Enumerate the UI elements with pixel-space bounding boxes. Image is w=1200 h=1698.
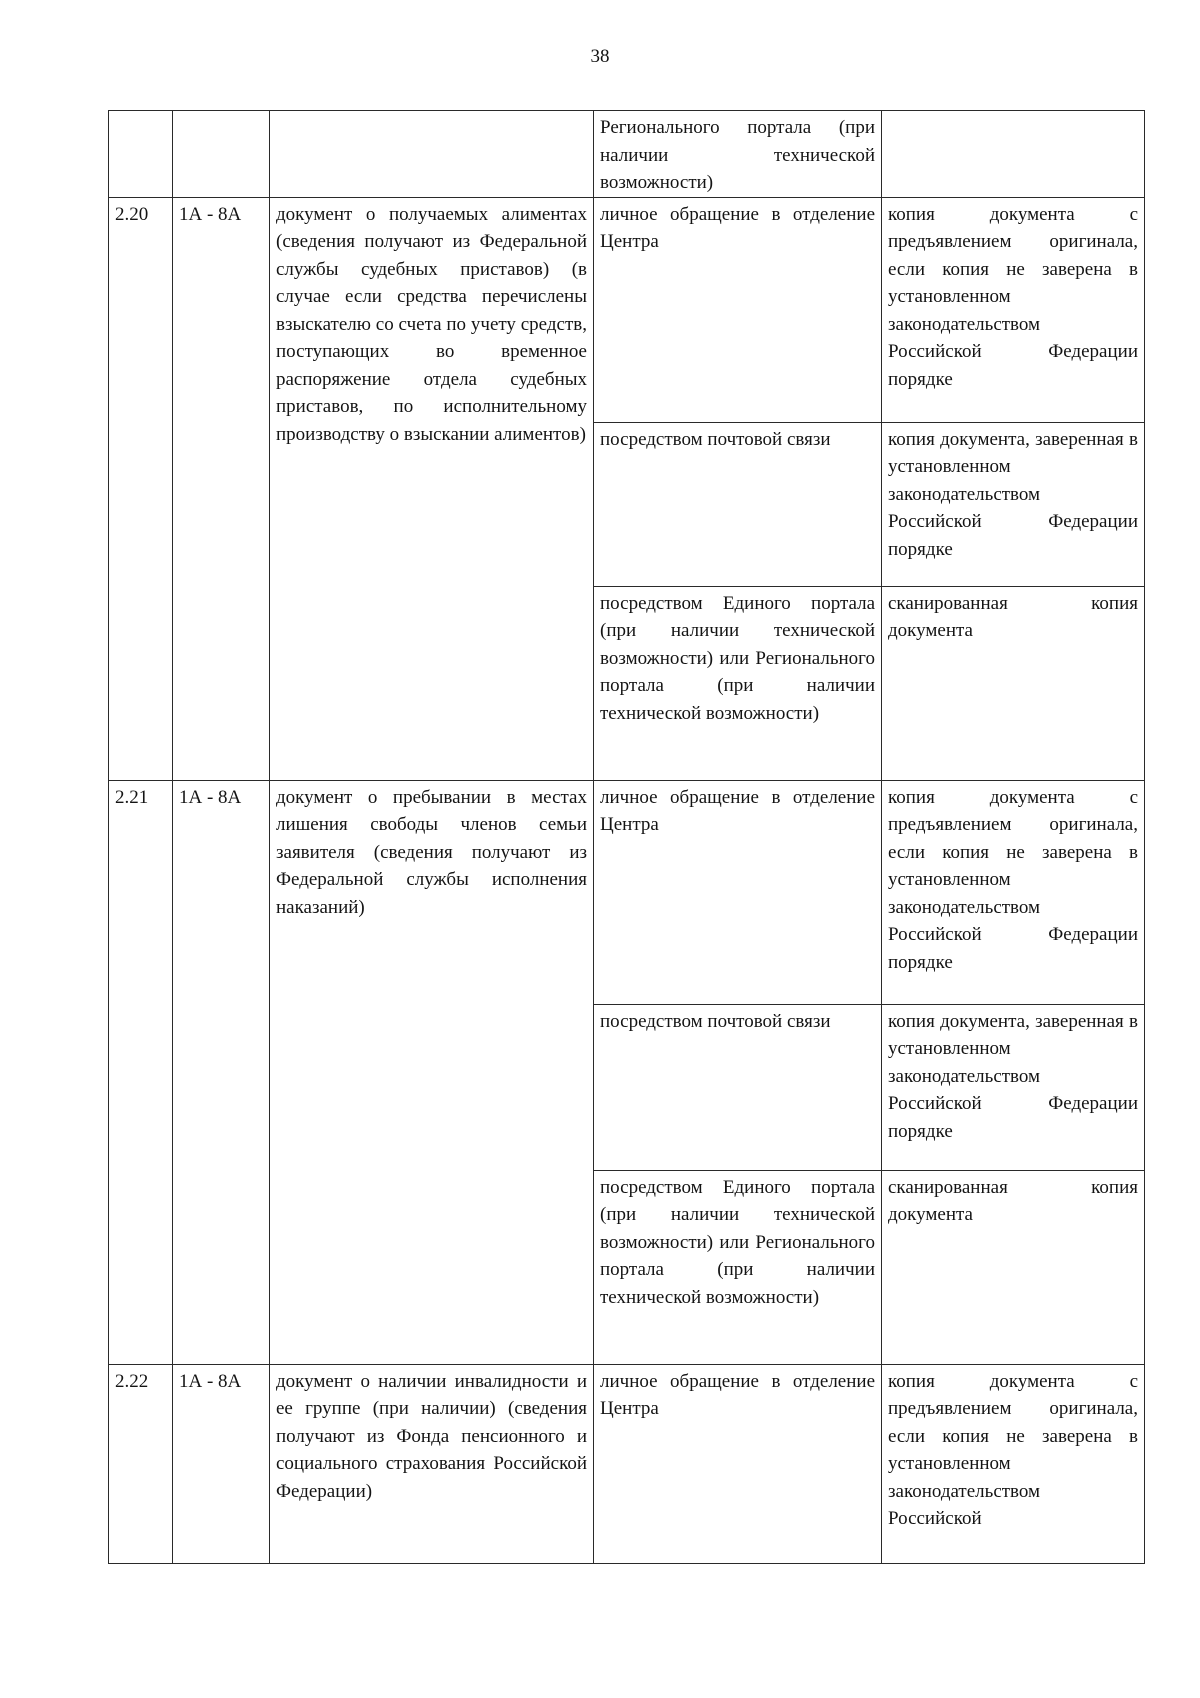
category-cell: 1А - 8А	[173, 780, 270, 1364]
table-row	[109, 1364, 1145, 1563]
form-cell: сканированная копия документа	[882, 586, 1145, 780]
form-cell: копия документа с предъявлением оригинала, если копия не заверена в установленном законодательством Российской	[882, 1364, 1145, 1563]
method-cell: Регионального портала (при наличии технической возможности)	[594, 111, 882, 198]
form-cell	[882, 111, 1145, 198]
page-number: 38	[590, 46, 610, 67]
method-cell: посредством почтовой связи	[594, 422, 882, 586]
method-cell: посредством Единого портала (при наличии технической возможности) или Регионального портала (при наличии технической возможности)	[594, 586, 882, 780]
category-cell	[173, 111, 270, 198]
category-cell: 1А - 8А	[173, 197, 270, 780]
form-cell: сканированная копия документа	[882, 1170, 1145, 1364]
document-cell: документ о наличии инвалидности и ее группе (при наличии) (сведения получают из Фонда пенсионного и социального страхования Российской Федерации)	[270, 1364, 594, 1563]
document-cell	[270, 111, 594, 198]
document-cell: документ о пребывании в местах лишения свободы членов семьи заявителя (сведения получают из Федеральной службы исполнения наказаний)	[270, 780, 594, 1364]
number-cell: 2.22	[109, 1364, 173, 1563]
number-cell: 2.21	[109, 780, 173, 1364]
method-cell: личное обращение в отделение Центра	[594, 197, 882, 422]
number-cell: 2.20	[109, 197, 173, 780]
number-cell	[109, 111, 173, 198]
form-cell: копия документа с предъявлением оригинала, если копия не заверена в установленном законодательством Российской Федерации порядке	[882, 197, 1145, 422]
table-row-continuation	[109, 111, 1145, 198]
table-row	[109, 780, 1145, 1004]
form-cell: копия документа с предъявлением оригинала, если копия не заверена в установленном законодательством Российской Федерации порядке	[882, 780, 1145, 1004]
category-cell: 1А - 8А	[173, 1364, 270, 1563]
document-cell: документ о получаемых алиментах (сведения получают из Федеральной службы судебных приставов) (в случае если средства перечислены взыскателю со счета по учету средств, поступающих во временное распоряжение отдела судебных приставов, по исполнительному производству о взыскании алиментов)	[270, 197, 594, 780]
documents-table	[108, 110, 1145, 1564]
form-cell: копия документа, заверенная в установленном законодательством Российской Федерации порядке	[882, 1004, 1145, 1170]
form-cell: копия документа, заверенная в установленном законодательством Российской Федерации порядке	[882, 422, 1145, 586]
method-cell: посредством Единого портала (при наличии технической возможности) или Регионального портала (при наличии технической возможности)	[594, 1170, 882, 1364]
method-cell: личное обращение в отделение Центра	[594, 780, 882, 1004]
method-cell: личное обращение в отделение Центра	[594, 1364, 882, 1563]
table-row	[109, 197, 1145, 422]
method-cell: посредством почтовой связи	[594, 1004, 882, 1170]
